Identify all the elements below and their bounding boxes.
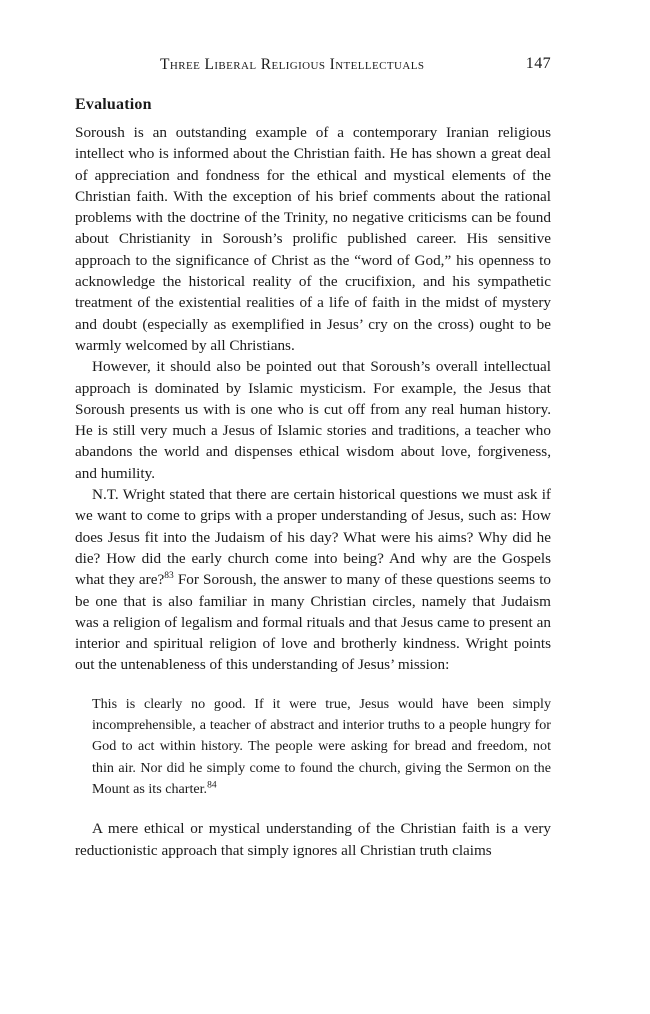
- book-page: [75, 56, 551, 861]
- paragraph-4: A mere ethical or mystical understanding of the Christian faith is a very reductionistic approach that simply ignores all Christian truth claims: [75, 820, 551, 859]
- section-heading: Evaluation: [75, 96, 152, 113]
- footnote-ref-84: 84: [207, 780, 217, 791]
- running-title: Three Liberal Religious Intellectuals: [160, 56, 425, 73]
- paragraph-1: Soroush is an outstanding example of a contemporary Iranian religious intellect who is informed about the Christian faith. He has shown a great deal of appreciation and fondness for the ethical and mystical elements of the Christian faith. With the exception of his brief comments about the rational problems with the doctrine of the Trinity, no negative criticisms can be found about Christianity in Soroush’s prolific published career. His sensitive approach to the significance of Christ as the “word of God,” his openness to acknowledge the historical reality of the crucifixion, and his sympathetic treatment of the existential realities of a life of faith in the midst of mystery and doubt (especially as exemplified in Jesus’ cry on the cross) ought to be warmly welcomed by all Christians.: [75, 124, 551, 354]
- block-quote-text: This is clearly no good. If it were true, Jesus would have been simply incomprehensible, a teacher of abstract and interior truths to a people hungry for God to act within history. The people were asking for bread and freedom, not thin air. Nor did he simply come to found the church, giving the Sermon on the Mount as its charter.: [92, 695, 551, 797]
- paragraph-3-text-a: N.T. Wright stated that there are certain historical questions we must ask if we want to come to grips with a proper understanding of Jesus, such as: How does Jesus fit into the Judaism of his day? What were his aims? Why did he die? How did the early church come into being? And why are the Gospels what they are?: [75, 486, 551, 589]
- running-head: [75, 56, 551, 82]
- paragraph-3: [75, 484, 551, 676]
- footnote-ref-83: 83: [164, 571, 174, 582]
- page-number: 147: [525, 55, 551, 72]
- paragraph-3-text-b: For Soroush, the answer to many of these questions seems to be one that is also familiar in many Christian circles, namely that Judaism was a religion of legalism and formal rituals and that Jesus came to present an interior and spiritual religion of love and brotherly kindness. Wright points out the untenableness of this understanding of Jesus’ mission:: [75, 571, 552, 674]
- paragraph-2: However, it should also be pointed out that Soroush’s overall intellectual approach is dominated by Islamic mysticism. For example, the Jesus that Soroush presents us with is one who is cut off from any real human history. He is still very much a Jesus of Islamic stories and traditions, a teacher who abandons the world and dispenses ethical wisdom about love, forgiveness, and humility.: [75, 358, 551, 482]
- block-quote: [92, 694, 551, 800]
